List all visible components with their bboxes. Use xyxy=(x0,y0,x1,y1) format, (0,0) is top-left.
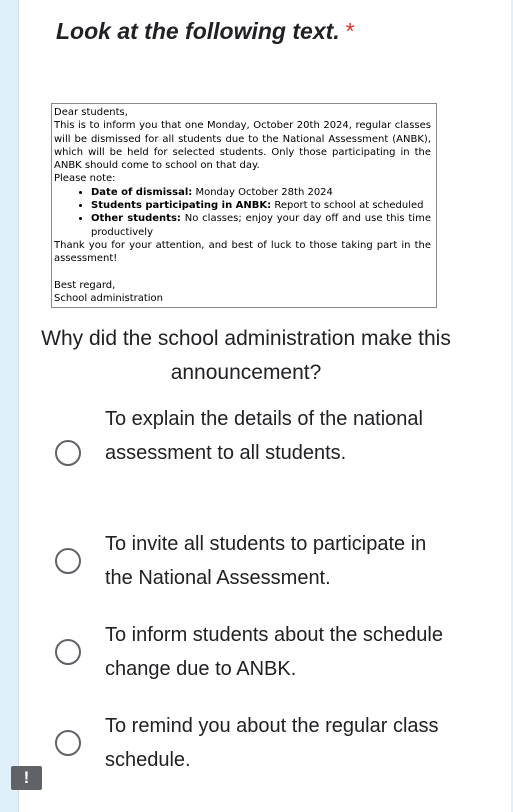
notice-bullet-label: Other students: xyxy=(91,213,181,225)
radio-button[interactable] xyxy=(55,548,81,574)
answer-option-label: To remind you about the regular class schedule. xyxy=(105,715,439,771)
notice-closing: Thank you for your attention, and best of luck to those taking part in the assessment! xyxy=(54,239,431,265)
radio-button[interactable] xyxy=(55,440,81,466)
notice-bullet-text: Report to school at scheduled xyxy=(271,200,424,212)
question-title-text: Look at the following text. xyxy=(56,18,340,44)
notice-greeting: Dear students, xyxy=(54,107,128,118)
notice-note-label: Please note: xyxy=(54,173,116,185)
notice-bullet xyxy=(91,199,431,212)
required-marker: * xyxy=(345,18,355,44)
radio-button[interactable] xyxy=(55,730,81,756)
notice-bullet xyxy=(91,186,431,199)
answer-option-label: To inform students about the schedule change due to ANBK. xyxy=(105,624,443,680)
notice-bullet-label: Date of dismissal: xyxy=(91,186,193,198)
question-prompt: Why did the school administration make this announcement? xyxy=(41,327,451,384)
question-card xyxy=(18,0,511,812)
report-issue-icon[interactable]: ! xyxy=(11,766,42,790)
notice-bullet xyxy=(91,212,431,239)
answer-option-label: To invite all students to participate in the National Assessment. xyxy=(105,533,427,589)
question-title xyxy=(56,18,355,45)
answer-option-label: To explain the details of the national assessment to all students. xyxy=(105,408,423,464)
notice-body: This is to inform you that one Monday, October 20th 2024, regular classes will be dismissed for all students due to the National Assessment (ANBK), which will be held for selected students. Only those participating in the ANBK should come to school on that day. xyxy=(54,120,431,172)
radio-button[interactable] xyxy=(55,639,81,665)
notice-signoff: Best regard, xyxy=(54,279,116,291)
announcement-image xyxy=(51,103,437,308)
notice-bullet-list xyxy=(54,186,431,239)
notice-bullet-text: No classes; enjoy your day off and use this time productively xyxy=(91,213,431,238)
notice-signature: School administration xyxy=(54,292,164,304)
notice-bullet-label: Students participating in ANBK: xyxy=(91,200,272,212)
notice-bullet-text: Monday October 28th 2024 xyxy=(192,186,333,198)
